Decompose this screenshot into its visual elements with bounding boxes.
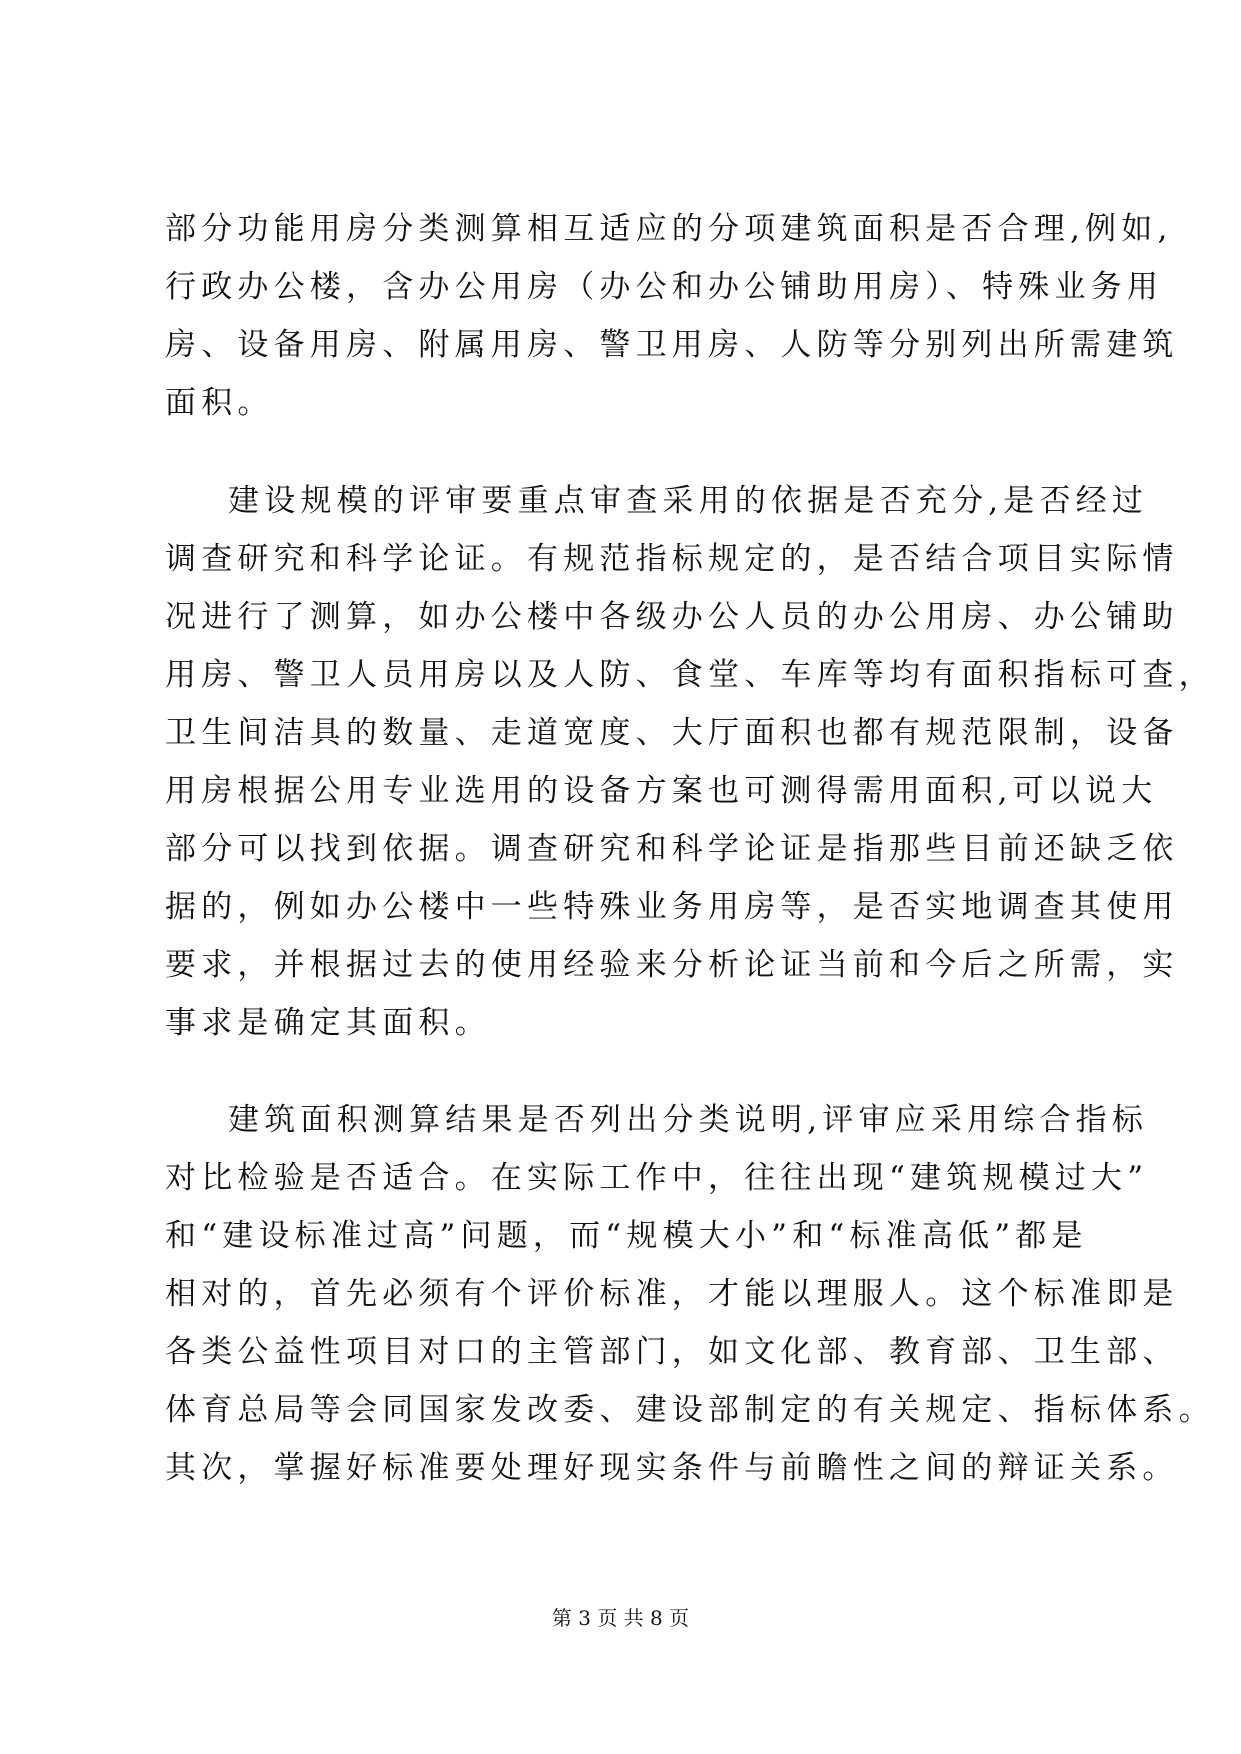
text-line: 对比检验是否适合。在实际工作中，往往出现“建筑规模过大” xyxy=(165,1160,1149,1196)
text-line: 要求，并根据过去的使用经验来分析论证当前和今后之所需，实 xyxy=(165,947,1179,983)
text-line: 据的，例如办公楼中一些特殊业务用房等，是否实地调查其使用 xyxy=(165,889,1179,925)
text-line: 部分功能用房分类测算相互适应的分项建筑面积是否合理,例如, xyxy=(165,211,1173,247)
text-line: 用房、警卫人员用房以及人防、食堂、车库等均有面积指标可查， xyxy=(165,657,1215,693)
text-line: 部分可以找到依据。调查研究和科学论证是指那些目前还缺乏依 xyxy=(165,831,1179,867)
text-line: 相对的，首先必须有个评价标准，才能以理服人。这个标准即是 xyxy=(165,1276,1179,1312)
text-line: 面积。 xyxy=(165,385,274,421)
text-line: 建筑面积测算结果是否列出分类说明,评审应采用综合指标 xyxy=(228,1102,1149,1138)
text-line: 行政办公楼，含办公用房（办公和办公铺助用房）、特殊业务用 xyxy=(165,269,1164,305)
text-line: 建设规模的评审要重点审查采用的依据是否充分,是否经过 xyxy=(228,483,1149,519)
text-line: 和“建设标准过高”问题，而“规模大小”和“标准高低”都是 xyxy=(165,1218,1088,1254)
text-line: 各类公益性项目对口的主管部门，如文化部、教育部、卫生部、 xyxy=(165,1334,1179,1370)
text-line: 事求是确定其面积。 xyxy=(165,1005,491,1041)
text-line: 体育总局等会同国家发改委、建设部制定的有关规定、指标体系。 xyxy=(165,1392,1215,1428)
text-line: 房、设备用房、附属用房、警卫用房、人防等分别列出所需建筑 xyxy=(165,327,1179,363)
text-line: 用房根据公用专业选用的设备方案也可测得需用面积,可以说大 xyxy=(165,773,1158,809)
text-line: 卫生间洁具的数量、走道宽度、大厅面积也都有规范限制，设备 xyxy=(165,715,1179,751)
text-line: 调查研究和科学论证。有规范指标规定的，是否结合项目实际情 xyxy=(165,541,1179,577)
text-line: 其次，掌握好标准要处理好现实条件与前瞻性之间的辩证关系。 xyxy=(165,1450,1179,1486)
text-line: 况进行了测算，如办公楼中各级办公人员的办公用房、办公铺助 xyxy=(165,599,1179,635)
page-number: 第 3 页 共 8 页 xyxy=(551,1606,690,1630)
